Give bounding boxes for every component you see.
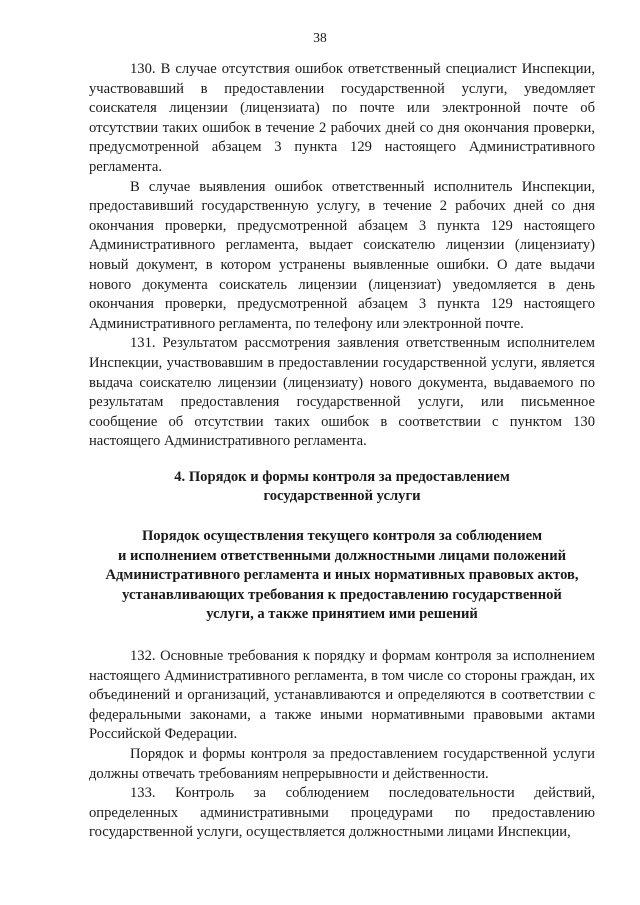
subsection-heading-line: Порядок осуществления текущего контроля за соблюдением xyxy=(141,528,543,545)
document-body xyxy=(89,60,595,843)
paragraph-130: 130. В случае отсутствия ошибок ответственный специалист Инспекции, участвовавший в предоставлении государственной услуги, уведомляет соискателя лицензии (лицензиата) по почте или электронной почте об отсутствии таких ошибок в течение 2 рабочих дней со дня окончания проверки, предусмотренной абзацем 3 пункта 129 настоящего Административного регламента. xyxy=(89,61,595,175)
paragraph-131: 131. Результатом рассмотрения заявления ответственным исполнителем Инспекции, участвовавшим в предоставлении государственной услуги, является выдача соискателю лицензии (лицензиату) нового документа, выдаваемого по результатам предоставления государственной услуги, или письменное сообщение об отсутствии таких ошибок в соответствии с пунктом 130 настоящего Административного регламента. xyxy=(89,335,595,450)
subsection-heading-line: и исполнением ответственными должностными лицами положений xyxy=(117,547,567,564)
page-number: 38 xyxy=(313,30,327,45)
paragraph-132-control: Порядок и формы контроля за предоставлением государственной услуги должны отвечать требованиям непрерывности и действенности. xyxy=(89,746,595,782)
subsection-heading-line: устанавливающих требования к предоставлению государственной xyxy=(122,586,562,603)
paragraph-133: 133. Контроль за соблюдением последовательности действий, определенных административными процедурами по предоставлению государственной услуги, осуществляется должностными лицами Инспекции, xyxy=(89,785,595,841)
paragraph-132: 132. Основные требования к порядку и формам контроля за исполнением настоящего Административного регламента, в том числе со стороны граждан, их объединений и организаций, устанавливаются и определяются в соответствии с федеральными законами, а также иными нормативными правовыми актами Российской Федерации. xyxy=(89,648,595,743)
subsection-heading-line: услуги, а также принятием ими решений xyxy=(206,606,478,623)
section-heading-line: государственной услуги xyxy=(263,488,421,505)
subsection-heading-line: Административного регламента и иных нормативных правовых актов, xyxy=(105,567,579,584)
section-heading xyxy=(89,468,595,507)
section-heading-line: 4. Порядок и формы контроля за предоставлением xyxy=(174,468,510,485)
paragraph-130-errors: В случае выявления ошибок ответственный исполнитель Инспекции, предоставивший государственную услугу, в течение 2 рабочих дней со дня окончания проверки, предусмотренной абзацем 3 пункта 129 настоящего Административного регламента, выдает соискателю лицензии (лицензиату) новый документ, в котором устранены выявленные ошибки. О дате выдачи нового документа соискатель лицензии (лицензиат) уведомляется в день окончания проверки, предусмотренной абзацем 3 пункта 129 настоящего Административного регламента, по телефону или электронной почте. xyxy=(89,178,595,332)
subsection-heading xyxy=(89,527,595,625)
